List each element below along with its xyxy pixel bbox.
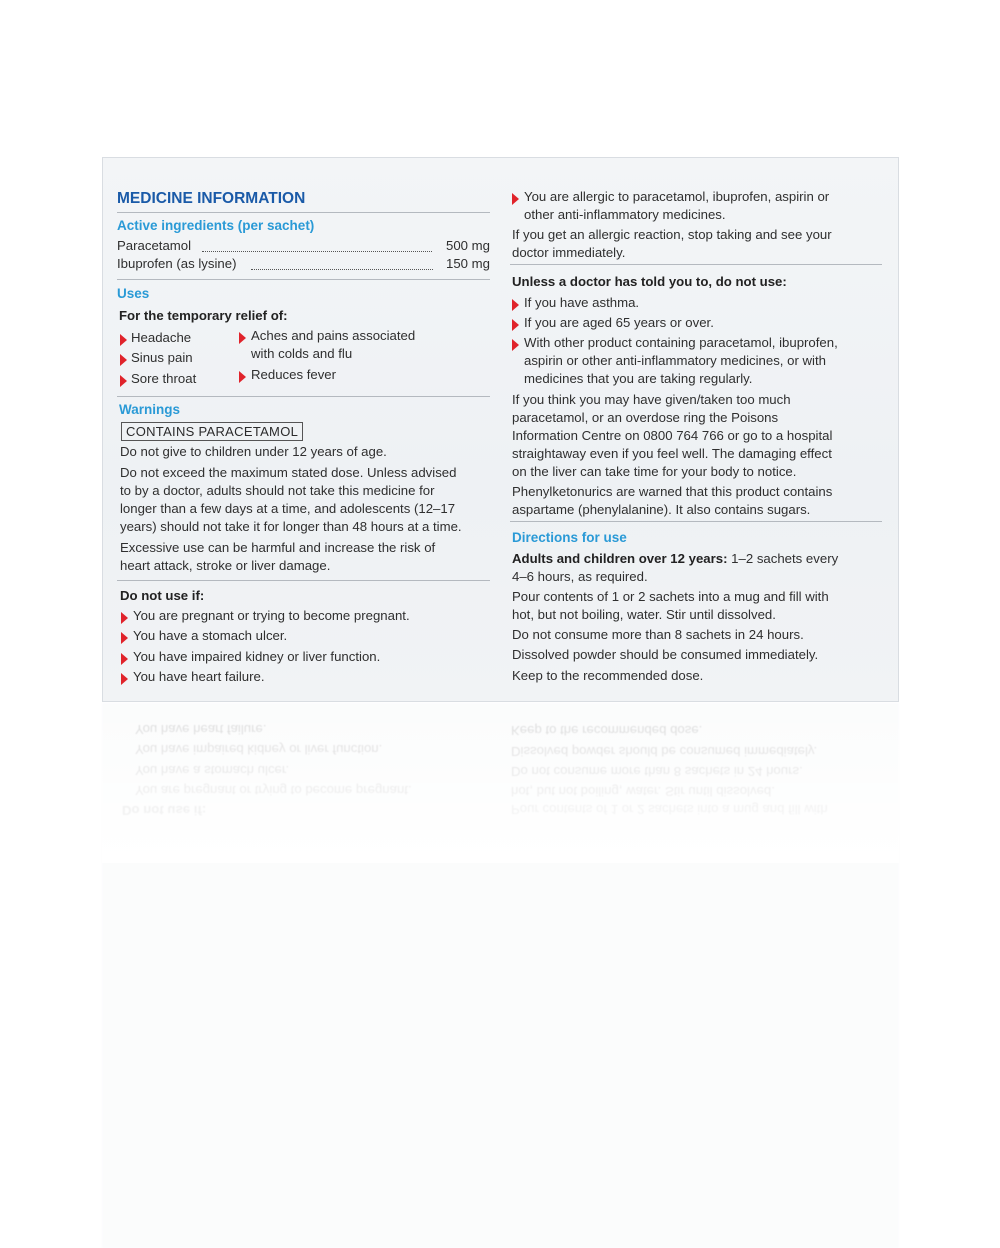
use-item: Reduces fever xyxy=(251,367,337,382)
unless-item: medicines that you are taking regularly. xyxy=(524,371,753,386)
directions-adults xyxy=(512,550,838,568)
bullet-icon xyxy=(512,319,519,331)
leader-dots xyxy=(202,251,432,252)
use-item-continued: with colds and flu xyxy=(251,346,353,361)
uses-heading: Uses xyxy=(117,286,150,301)
directions-text: Dissolved powder should be consumed immediately. xyxy=(512,647,819,662)
divider xyxy=(117,279,490,280)
bullet-icon xyxy=(120,334,127,346)
allergy-note: doctor immediately. xyxy=(512,245,626,260)
section-title: MEDICINE INFORMATION xyxy=(117,190,306,207)
do-not-use-heading: Do not use if: xyxy=(120,588,205,603)
divider xyxy=(510,521,882,522)
overdose-text: If you think you may have given/taken too much xyxy=(512,392,791,407)
ingredient-name: Paracetamol xyxy=(117,238,192,253)
directions-text: hot, but not boiling, water. Stir until dissolved. xyxy=(512,607,776,622)
directions-text: Do not consume more than 8 sachets in 24 hours. xyxy=(512,627,804,642)
allergy-item: other anti-inflammatory medicines. xyxy=(524,207,726,222)
do-not-use-item: You have a stomach ulcer. xyxy=(133,628,288,643)
uses-intro: For the temporary relief of: xyxy=(119,308,288,323)
contains-paracetamol-box: CONTAINS PARACETAMOL xyxy=(121,422,303,441)
allergy-note: If you get an allergic reaction, stop taking and see your xyxy=(512,227,832,242)
directions-text: Keep to the recommended dose. xyxy=(512,668,704,683)
use-item: Headache xyxy=(131,330,192,345)
divider xyxy=(117,396,490,397)
active-ingredients-heading: Active ingredients (per sachet) xyxy=(117,218,315,233)
bullet-icon xyxy=(512,193,519,205)
adults-dose: 1–2 sachets every xyxy=(727,551,839,566)
overdose-text: on the liver can take time for your body to notice. xyxy=(512,464,797,479)
directions-text: 4–6 hours, as required. xyxy=(512,569,648,584)
unless-item: If you have asthma. xyxy=(524,295,640,310)
unless-item: If you are aged 65 years or over. xyxy=(524,315,714,330)
unless-heading: Unless a doctor has told you to, do not use: xyxy=(512,274,787,289)
overdose-text: Information Centre on 0800 764 766 or go to a hospital xyxy=(512,428,833,443)
overdose-text: paracetamol, or an overdose ring the Poisons xyxy=(512,410,779,425)
ingredient-amount: 500 mg xyxy=(446,238,490,253)
reflection-fade xyxy=(102,703,899,863)
use-item: Aches and pains associated xyxy=(251,328,416,343)
directions-text: Pour contents of 1 or 2 sachets into a mug and fill with xyxy=(512,589,829,604)
divider xyxy=(117,580,490,581)
pku-text: Phenylketonurics are warned that this product contains xyxy=(512,484,833,499)
divider xyxy=(510,264,882,265)
unless-item: With other product containing paracetamol, ibuprofen, xyxy=(524,335,838,350)
use-item: Sore throat xyxy=(131,371,197,386)
bullet-icon xyxy=(121,653,128,665)
medicine-info-box xyxy=(102,157,899,702)
do-not-use-item: You are pregnant or trying to become pregnant. xyxy=(133,608,410,623)
ingredient-amount: 150 mg xyxy=(446,256,490,271)
bullet-icon xyxy=(120,375,127,387)
do-not-use-item: You have heart failure. xyxy=(133,669,265,684)
bullet-icon xyxy=(121,612,128,624)
warnings-heading: Warnings xyxy=(119,402,181,417)
warning-text: Do not exceed the maximum stated dose. Unless advised xyxy=(120,465,457,480)
unless-item: aspirin or other anti-inflammatory medicines, or with xyxy=(524,353,826,368)
ingredient-name: Ibuprofen (as lysine) xyxy=(117,256,237,271)
warning-text: Excessive use can be harmful and increase the risk of xyxy=(120,540,436,555)
directions-heading: Directions for use xyxy=(512,530,627,545)
bullet-icon xyxy=(239,371,246,383)
pku-text: aspartame (phenylalanine). It also contains sugars. xyxy=(512,502,811,517)
allergy-item: You are allergic to paracetamol, ibuprofen, aspirin or xyxy=(524,189,830,204)
use-item: Sinus pain xyxy=(131,350,193,365)
bullet-icon xyxy=(512,339,519,351)
warning-text: years) should not take it for longer than 48 hours at a time. xyxy=(120,519,462,534)
warning-text: heart attack, stroke or liver damage. xyxy=(120,558,331,573)
overdose-text: straightaway even if you feel well. The damaging effect xyxy=(512,446,832,461)
bullet-icon xyxy=(121,632,128,644)
warning-text: longer than a few days at a time, and adolescents (12–17 xyxy=(120,501,456,516)
bullet-icon xyxy=(121,673,128,685)
do-not-use-item: You have impaired kidney or liver function. xyxy=(133,649,381,664)
bullet-icon xyxy=(239,332,246,344)
bullet-icon xyxy=(120,354,127,366)
leader-dots xyxy=(251,269,433,270)
warning-text: Do not give to children under 12 years of age. xyxy=(120,444,387,459)
warning-text: to by a doctor, adults should not take this medicine for xyxy=(120,483,435,498)
bullet-icon xyxy=(512,299,519,311)
adults-label: Adults and children over 12 years: xyxy=(512,551,728,566)
divider xyxy=(117,212,490,213)
